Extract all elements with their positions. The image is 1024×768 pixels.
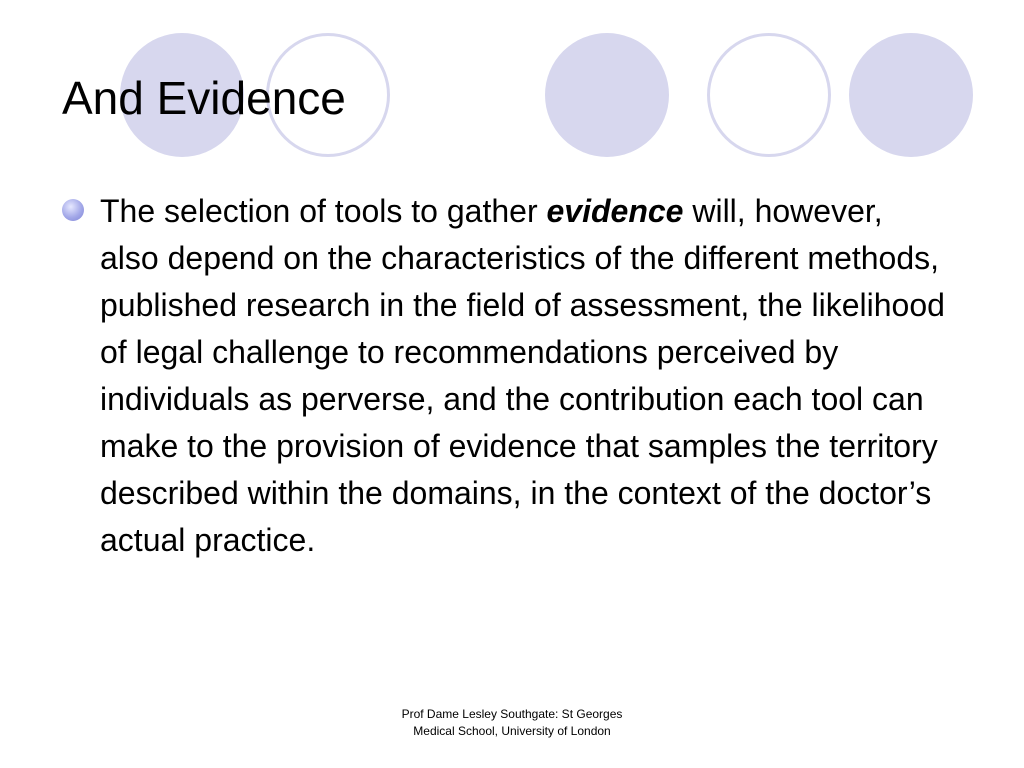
bullet-text-before: The selection of tools to gather — [100, 193, 547, 229]
bullet-text-after: will, however, also depend on the characteristics of the different methods, published research in the field of assessment, the likelihood of legal challenge to recommendations perceived by individuals as perverse, and the contribution each tool can make to the provision of evidence that samples the territory described within the domains, in the context of the doctor’s actual practice. — [100, 193, 945, 558]
bullet-item — [62, 188, 962, 564]
slide-content — [62, 188, 962, 564]
slide-title: And Evidence — [62, 72, 346, 124]
decorative-circle-filled-2 — [545, 33, 669, 157]
footer-line-2: Medical School, University of London — [413, 724, 611, 738]
bullet-text — [100, 188, 950, 564]
decorative-circle-outline-2 — [707, 33, 831, 157]
bullet-icon — [62, 199, 84, 221]
slide-footer — [330, 706, 694, 740]
footer-line-1: Prof Dame Lesley Southgate: St Georges — [401, 707, 623, 721]
bullet-emphasis: evidence — [546, 193, 684, 229]
decorative-circle-filled-3 — [849, 33, 973, 157]
